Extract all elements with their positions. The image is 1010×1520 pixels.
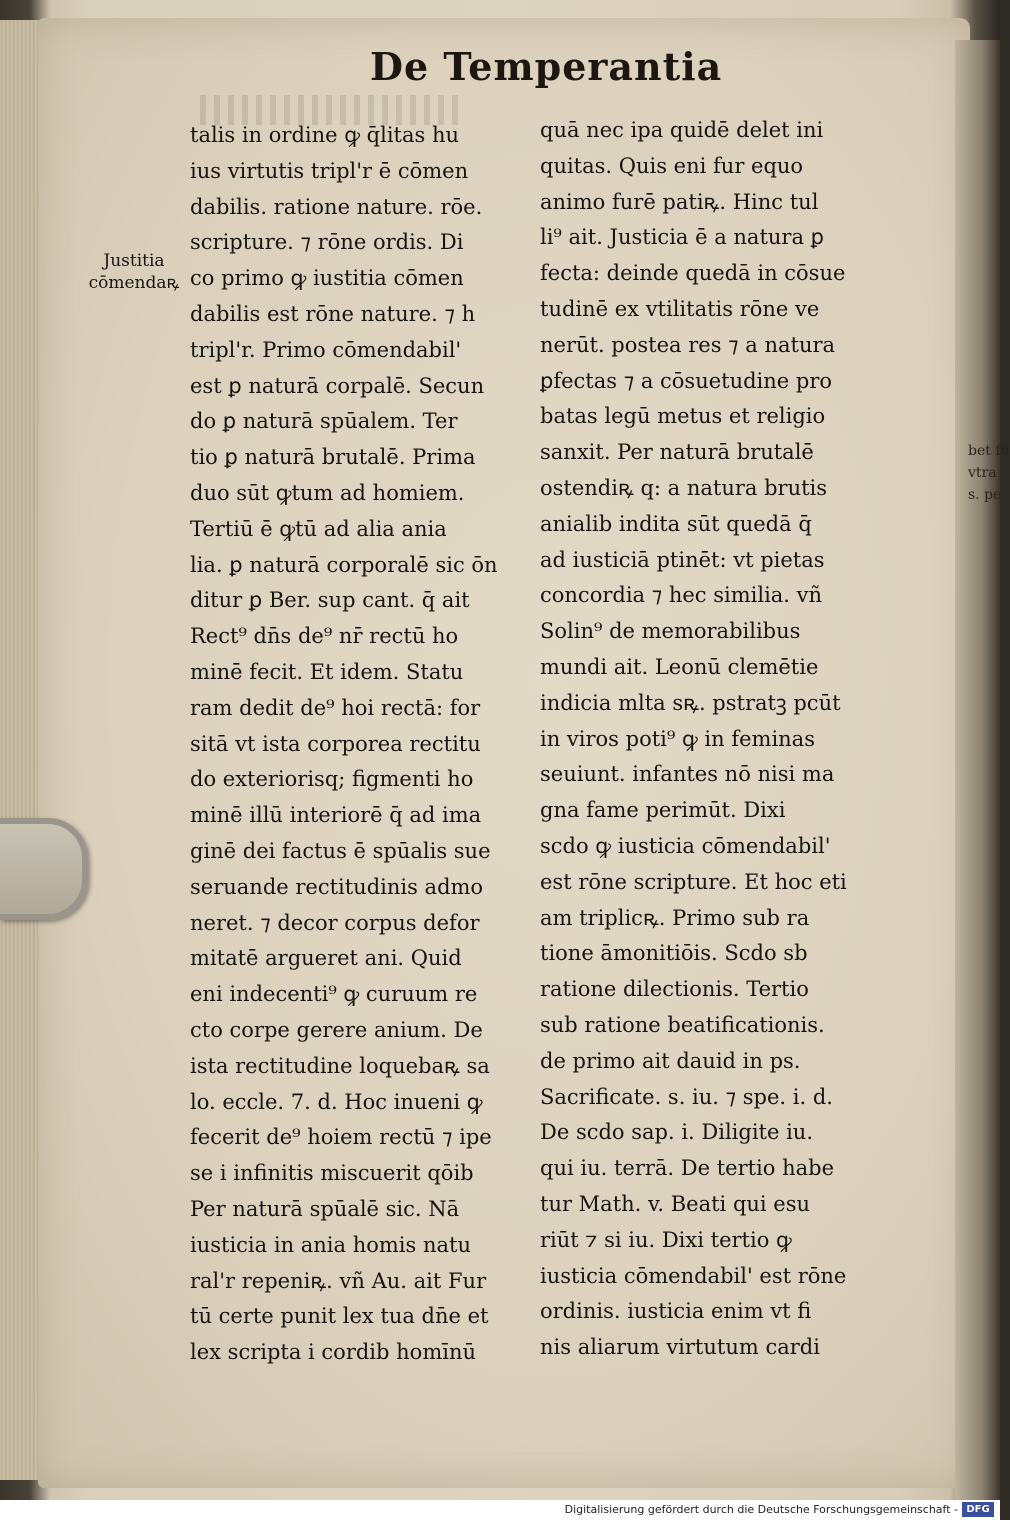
text-line: cto corpe gerere anium. De	[190, 1017, 483, 1042]
text-line: ratione dilectionis. Tertio	[540, 977, 809, 1002]
text-line: batas legū metus et religio	[540, 404, 826, 429]
text-line: iusticia in ania homis natu	[190, 1232, 471, 1257]
text-line: ordinis. iusticia enim vt fi	[540, 1299, 812, 1324]
text-column-right	[540, 113, 880, 1366]
text-line: li⁹ ait. Justicia ē a natura ꝑ	[540, 225, 824, 250]
marginal-note	[80, 250, 188, 294]
text-line: fecta: deinde quedā in cōsue	[540, 261, 846, 286]
book-clasp	[0, 818, 88, 920]
text-line: tudinē ex vtilitatis rōne ve	[540, 296, 820, 321]
running-head: De Temperantia	[370, 44, 723, 89]
text-line: nerūt. postea res ⁊ a natura	[540, 332, 836, 357]
text-line: Tertiū ē ꝙtū ad alia ania	[190, 516, 447, 541]
text-line: mitatē argueret ani. Quid	[190, 946, 462, 971]
text-line: ginē dei factus ē spūalis sue	[190, 838, 491, 863]
text-line: seruande rectitudinis admo	[190, 874, 484, 899]
text-line: lo. eccle. 7. d. Hoc inueni ꝙ	[190, 1089, 483, 1114]
text-line: ditur ꝑ Ber. sup cant. q̄ ait	[190, 588, 470, 613]
text-line: ius virtutis tripl'r ē cōmen	[190, 158, 469, 183]
text-line: in viros poti⁹ ꝙ in feminas	[540, 726, 815, 751]
text-line: indicia mlta sꝶ. pstratꝫ pcūt	[540, 690, 841, 715]
text-column-left	[190, 118, 525, 1371]
text-line: sitā vt ista corporea rectitu	[190, 731, 481, 756]
text-line: nis aliarum virtutum cardi	[540, 1335, 820, 1360]
text-line: co primo ꝙ iustitia cōmen	[190, 266, 464, 291]
text-line: iusticia cōmendabil' est rōne	[540, 1263, 847, 1288]
text-line: de primo ait dauid in ps.	[540, 1048, 801, 1073]
text-line: do ꝑ naturā spūalem. Ter	[190, 409, 458, 434]
text-line: ista rectitudine loquebaꝶ sa	[190, 1053, 490, 1078]
edge-line: bet fu	[968, 443, 1010, 459]
text-line: ad iusticiā ptinēt: vt pietas	[540, 547, 825, 572]
text-line: tū certe punit lex tua dn̄e et	[190, 1304, 489, 1329]
edge-line: s. pe	[968, 487, 1002, 503]
text-line: quā nec ipa quidē delet ini	[540, 118, 824, 142]
text-line: talis in ordine ꝙ q̄litas hu	[190, 123, 460, 147]
text-line: scripture. ⁊ rōne ordis. Di	[190, 230, 464, 255]
text-line: Per naturā spūalē sic. Nā	[190, 1196, 460, 1221]
text-line: riūt ⁊ si iu. Dixi tertio ꝙ	[540, 1227, 792, 1252]
edge-line: vtra	[968, 465, 997, 481]
text-line: dabilis est rōne nature. ⁊ h	[190, 301, 476, 326]
text-line: do exteriorisq; figmenti ho	[190, 767, 474, 792]
text-line: lia. ꝑ naturā corporalē sic ōn	[190, 552, 498, 577]
text-line: scdo ꝙ iusticia cōmendabil'	[540, 833, 831, 858]
text-line: ram dedit de⁹ hoi rectā: for	[190, 695, 481, 720]
text-line: gna fame perimūt. Dixi	[540, 798, 786, 823]
adjacent-page-text	[968, 440, 1010, 506]
funding-credit: Digitalisierung gefördert durch die Deutsche Forschungsgemeinschaft -	[564, 1503, 958, 1516]
text-line: concordia ⁊ hec similia. vñ	[540, 583, 823, 608]
text-line: se i infinitis miscuerit qōib	[190, 1161, 474, 1186]
text-line: lex scripta i cordib homīnū	[190, 1340, 476, 1365]
text-line: De scdo sap. i. Diligite iu.	[540, 1120, 813, 1145]
text-line: est rōne scripture. Et hoc eti	[540, 869, 847, 894]
text-line: seuiunt. infantes nō nisi ma	[540, 762, 835, 787]
text-line: tio ꝑ naturā brutalē. Prima	[190, 445, 476, 470]
marginal-note-line: cōmendaꝶ	[88, 273, 180, 293]
text-line: ral'r repeniꝶ. vñ Au. ait Fur	[190, 1268, 487, 1293]
text-line: sub ratione beatificationis.	[540, 1012, 825, 1037]
text-line: anialib indita sūt quedā q̄	[540, 511, 812, 536]
text-line: tripl'r. Primo cōmendabil'	[190, 337, 462, 362]
adjacent-page-edge	[955, 40, 1000, 1500]
text-line: eni indecenti⁹ ꝙ curuum re	[190, 982, 478, 1007]
text-line: sanxit. Per naturā brutalē	[540, 440, 814, 465]
text-line: tione āmonitiōis. Scdo sb	[540, 941, 808, 966]
text-line: quitas. Quis eni fur equo	[540, 153, 804, 178]
text-line: Solin⁹ de memorabilibus	[540, 619, 801, 644]
text-line: ꝑfectas ⁊ a cōsuetudine pro	[540, 368, 833, 393]
text-line: mundi ait. Leonū clemētie	[540, 654, 819, 679]
text-line: Sacrificate. s. iu. ⁊ spe. i. d.	[540, 1084, 833, 1109]
text-line: est ꝑ naturā corpalē. Secun	[190, 373, 485, 398]
text-line: am triplicꝶ. Primo sub ra	[540, 905, 810, 930]
text-line: tur Math. v. Beati qui esu	[540, 1191, 811, 1216]
text-line: dabilis. ratione nature. rōe.	[190, 194, 483, 219]
text-line: neret. ⁊ decor corpus defor	[190, 910, 480, 935]
text-line: ostendiꝶ q: a natura brutis	[540, 475, 828, 500]
text-line: duo sūt ꝙtum ad homiem.	[190, 480, 465, 505]
text-line: minē fecit. Et idem. Statu	[190, 659, 464, 684]
text-line: qui iu. terrā. De tertio habe	[540, 1156, 834, 1181]
marginal-note-line: Justitia	[103, 251, 165, 271]
dfg-logo: DFG	[962, 1502, 994, 1517]
text-line: minē illū interiorē q̄ ad ima	[190, 803, 482, 828]
text-line: fecerit de⁹ hoiem rectū ⁊ ipe	[190, 1125, 492, 1150]
text-line: animo furē patiꝶ. Hinc tul	[540, 189, 819, 214]
text-line: Rect⁹ dn̄s de⁹ nr̄ rectū ho	[190, 624, 459, 649]
